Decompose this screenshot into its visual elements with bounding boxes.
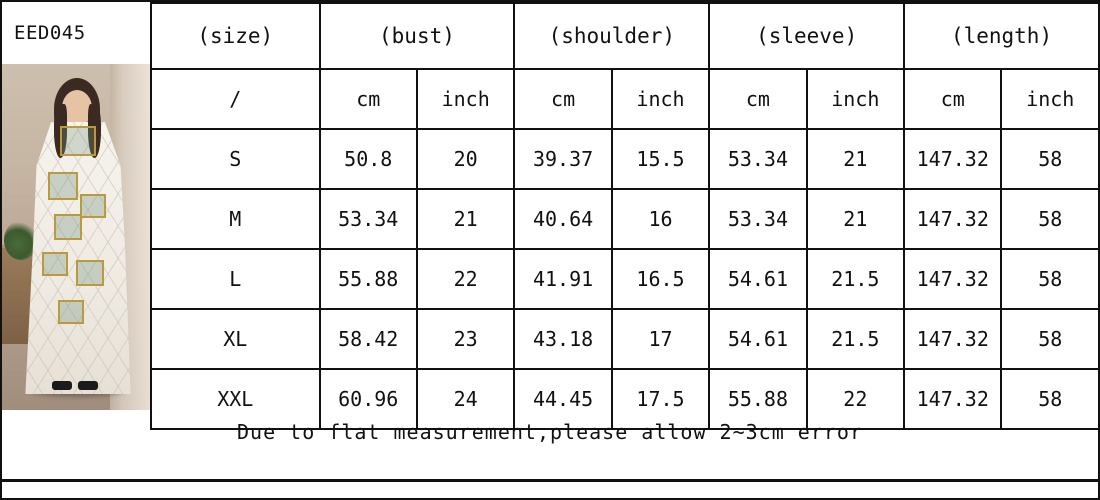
model-shoe-right (78, 381, 98, 390)
table-row (151, 129, 1099, 189)
cell-bust-inch: 21 (417, 189, 514, 249)
product-code: EED045 (14, 22, 86, 44)
cell-length-cm: 147.32 (904, 249, 1001, 309)
cell-length-inch: 58 (1001, 369, 1099, 429)
left-column (2, 2, 150, 410)
unit-size: / (151, 69, 320, 129)
cell-shoulder-cm: 39.37 (514, 129, 611, 189)
cell-size: L (151, 249, 320, 309)
unit-length-inch: inch (1001, 69, 1099, 129)
cell-bust-cm: 60.96 (320, 369, 417, 429)
cell-sleeve-cm: 53.34 (709, 129, 806, 189)
dress-neckline-motif (60, 126, 96, 156)
model-shoe-left (52, 381, 72, 390)
cell-sleeve-inch: 21 (807, 189, 904, 249)
cell-shoulder-cm: 40.64 (514, 189, 611, 249)
cell-sleeve-inch: 21 (807, 129, 904, 189)
cell-sleeve-inch: 21.5 (807, 309, 904, 369)
cell-size: XL (151, 309, 320, 369)
cell-length-cm: 147.32 (904, 189, 1001, 249)
product-photo (2, 64, 150, 410)
cell-length-inch: 58 (1001, 189, 1099, 249)
dress-motif (42, 252, 68, 276)
cell-sleeve-cm: 53.34 (709, 189, 806, 249)
cell-sleeve-cm: 55.88 (709, 369, 806, 429)
cell-shoulder-cm: 44.45 (514, 369, 611, 429)
cell-shoulder-inch: 16 (612, 189, 709, 249)
cell-shoulder-inch: 15.5 (612, 129, 709, 189)
cell-sleeve-cm: 54.61 (709, 249, 806, 309)
cell-shoulder-inch: 16.5 (612, 249, 709, 309)
cell-length-cm: 147.32 (904, 129, 1001, 189)
cell-shoulder-cm: 41.91 (514, 249, 611, 309)
cell-shoulder-inch: 17.5 (612, 369, 709, 429)
table-group-header-row (151, 3, 1099, 69)
bottom-divider (2, 479, 1098, 482)
dress-motif (76, 260, 104, 286)
dress-motif (54, 214, 82, 240)
measurement-note: Due to flat measurement,please allow 2~3cm error (237, 420, 863, 444)
cell-length-inch: 58 (1001, 249, 1099, 309)
model-legs (50, 354, 96, 384)
header-sleeve: (sleeve) (709, 3, 904, 69)
cell-bust-inch: 22 (417, 249, 514, 309)
unit-shoulder-inch: inch (612, 69, 709, 129)
cell-bust-cm: 50.8 (320, 129, 417, 189)
cell-length-inch: 58 (1001, 129, 1099, 189)
cell-sleeve-inch: 21.5 (807, 249, 904, 309)
cell-shoulder-cm: 43.18 (514, 309, 611, 369)
header-shoulder: (shoulder) (514, 3, 709, 69)
cell-sleeve-cm: 54.61 (709, 309, 806, 369)
cell-bust-cm: 58.42 (320, 309, 417, 369)
cell-size: M (151, 189, 320, 249)
dress-motif (58, 300, 84, 324)
cell-bust-cm: 53.34 (320, 189, 417, 249)
cell-size: S (151, 129, 320, 189)
cell-shoulder-inch: 17 (612, 309, 709, 369)
cell-bust-inch: 20 (417, 129, 514, 189)
header-bust: (bust) (320, 3, 515, 69)
cell-length-cm: 147.32 (904, 369, 1001, 429)
header-length: (length) (904, 3, 1099, 69)
cell-length-cm: 147.32 (904, 309, 1001, 369)
table-row (151, 249, 1099, 309)
unit-length-cm: cm (904, 69, 1001, 129)
cell-sleeve-inch: 22 (807, 369, 904, 429)
dress-motif (48, 172, 78, 200)
chart-top-area (2, 2, 1098, 430)
dress-motif (80, 194, 106, 218)
size-table (150, 2, 1100, 430)
unit-sleeve-cm: cm (709, 69, 806, 129)
unit-shoulder-cm: cm (514, 69, 611, 129)
table-row (151, 189, 1099, 249)
header-size: (size) (151, 3, 320, 69)
unit-sleeve-inch: inch (807, 69, 904, 129)
table-row (151, 309, 1099, 369)
unit-bust-cm: cm (320, 69, 417, 129)
cell-size: XXL (151, 369, 320, 429)
size-table-container (150, 2, 1100, 430)
cell-bust-inch: 23 (417, 309, 514, 369)
cell-length-inch: 58 (1001, 309, 1099, 369)
cell-bust-cm: 55.88 (320, 249, 417, 309)
table-unit-row (151, 69, 1099, 129)
unit-bust-inch: inch (417, 69, 514, 129)
cell-bust-inch: 24 (417, 369, 514, 429)
